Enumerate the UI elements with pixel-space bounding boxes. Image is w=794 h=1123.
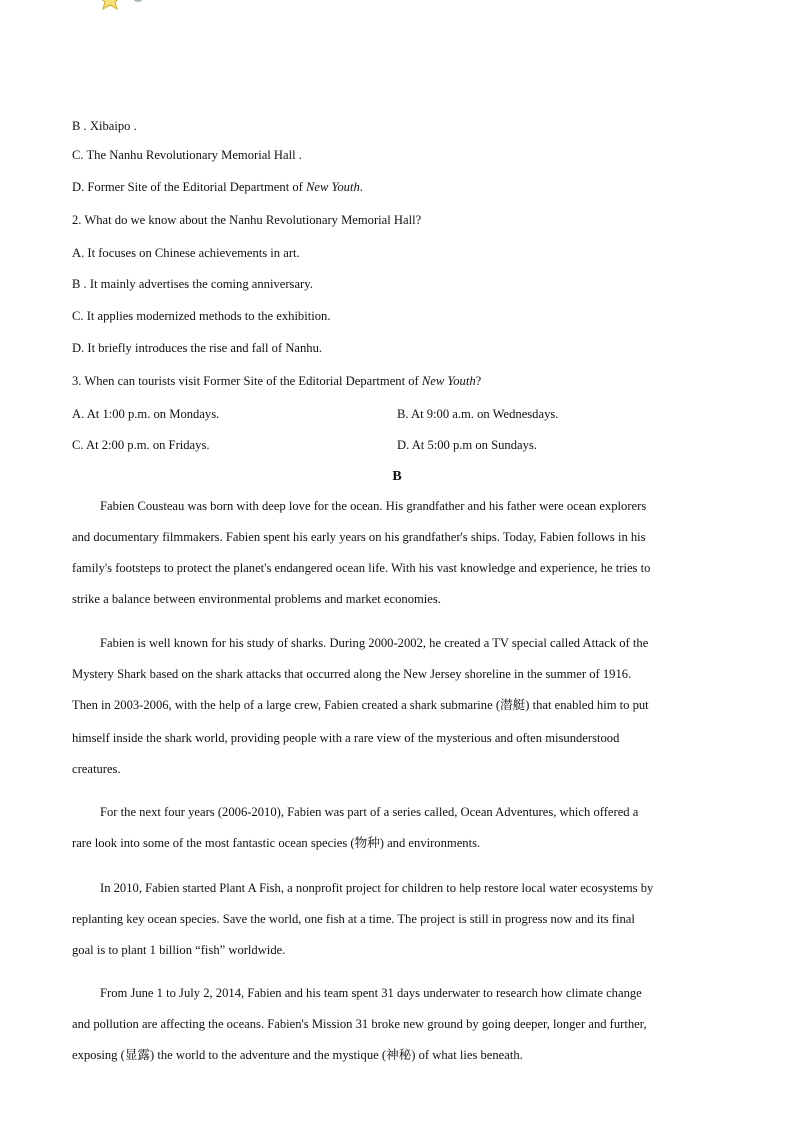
paragraph-line: rare look into some of the most fantastic ocean species (物种) and environments.	[72, 836, 481, 850]
paragraph-5	[72, 985, 722, 1078]
paragraph-line: Fabien is well known for his study of sharks. During 2000-2002, he created a TV special called Attack of the	[100, 636, 649, 650]
paragraph-line: Then in 2003-2006, with the help of a large crew, Fabien created a shark submarine (潜艇) that enabled him to put	[72, 698, 649, 712]
question-3-italic: New Youth	[421, 374, 476, 388]
option-q3-b: B. At 9:00 a.m. on Wednesdays.	[397, 407, 559, 421]
paragraph-line: himself inside the shark world, providing people with a rare view of the mysterious and often misunderstood	[72, 731, 620, 745]
paragraph-line: strike a balance between environmental problems and market economies.	[72, 592, 441, 606]
paragraph-2	[72, 635, 722, 792]
option-q3-c: C. At 2:00 p.m. on Fridays.	[72, 438, 210, 452]
option-q1-b: B . Xibaipo .	[72, 119, 137, 133]
option-q2-a: A. It focuses on Chinese achievements in art.	[72, 246, 300, 260]
paragraph-line: goal is to plant 1 billion “fish” worldwide.	[72, 943, 286, 957]
option-q2-c: C. It applies modernized methods to the exhibition.	[72, 309, 331, 323]
option-q1-c: C. The Nanhu Revolutionary Memorial Hall .	[72, 148, 302, 162]
paragraph-1	[72, 498, 722, 622]
option-q1-d	[72, 179, 363, 195]
section-title-b: B	[392, 469, 402, 484]
option-q1-d-text: D. Former Site of the Editorial Department of	[72, 180, 306, 194]
paragraph-line: replanting key ocean species. Save the world, one fish at a time. The project is still in progress now and its final	[72, 912, 635, 926]
paragraph-3	[72, 804, 722, 866]
paragraph-line: exposing (显露) the world to the adventure and the mystique (神秘) of what lies beneath.	[72, 1048, 523, 1062]
option-q2-b: B . It mainly advertises the coming anniversary.	[72, 277, 313, 291]
paragraph-line: and documentary filmmakers. Fabien spent his early years on his grandfather's ships. Today, Fabien follows in his	[72, 530, 646, 544]
question-3	[72, 373, 481, 389]
paragraph-line: Mystery Shark based on the shark attacks that occurred along the New Jersey shoreline in the summer of 1916.	[72, 667, 632, 681]
question-2: 2. What do we know about the Nanhu Revolutionary Memorial Hall?	[72, 213, 422, 227]
option-q3-d: D. At 5:00 p.m on Sundays.	[397, 438, 537, 452]
question-3-text: 3. When can tourists visit Former Site of the Editorial Department of	[72, 374, 422, 388]
paragraph-line: family's footsteps to protect the planet's endangered ocean life. With his vast knowledge and experience, he tries to	[72, 561, 651, 575]
option-q1-d-suffix: .	[359, 180, 363, 194]
paragraph-4	[72, 880, 722, 973]
paragraph-line: In 2010, Fabien started Plant A Fish, a nonprofit project for children to help restore local water ecosystems by	[100, 881, 654, 895]
option-q1-d-italic: New Youth	[305, 180, 360, 194]
paragraph-line: For the next four years (2006-2010), Fabien was part of a series called, Ocean Adventures, which offered a	[100, 805, 639, 819]
option-q3-a: A. At 1:00 p.m. on Mondays.	[72, 407, 220, 421]
question-3-suffix: ?	[475, 374, 482, 388]
paragraph-line: and pollution are affecting the oceans. Fabien's Mission 31 broke new ground by going deeper, longer and further,	[72, 1017, 647, 1031]
logo-star-icon	[96, 0, 156, 10]
paragraph-line: From June 1 to July 2, 2014, Fabien and his team spent 31 days underwater to research how climate change	[100, 986, 642, 1000]
paragraph-line: Fabien Cousteau was born with deep love for the ocean. His grandfather and his father were ocean explorers	[100, 499, 647, 513]
option-q2-d: D. It briefly introduces the rise and fall of Nanhu.	[72, 341, 323, 355]
paragraph-line: creatures.	[72, 762, 121, 776]
